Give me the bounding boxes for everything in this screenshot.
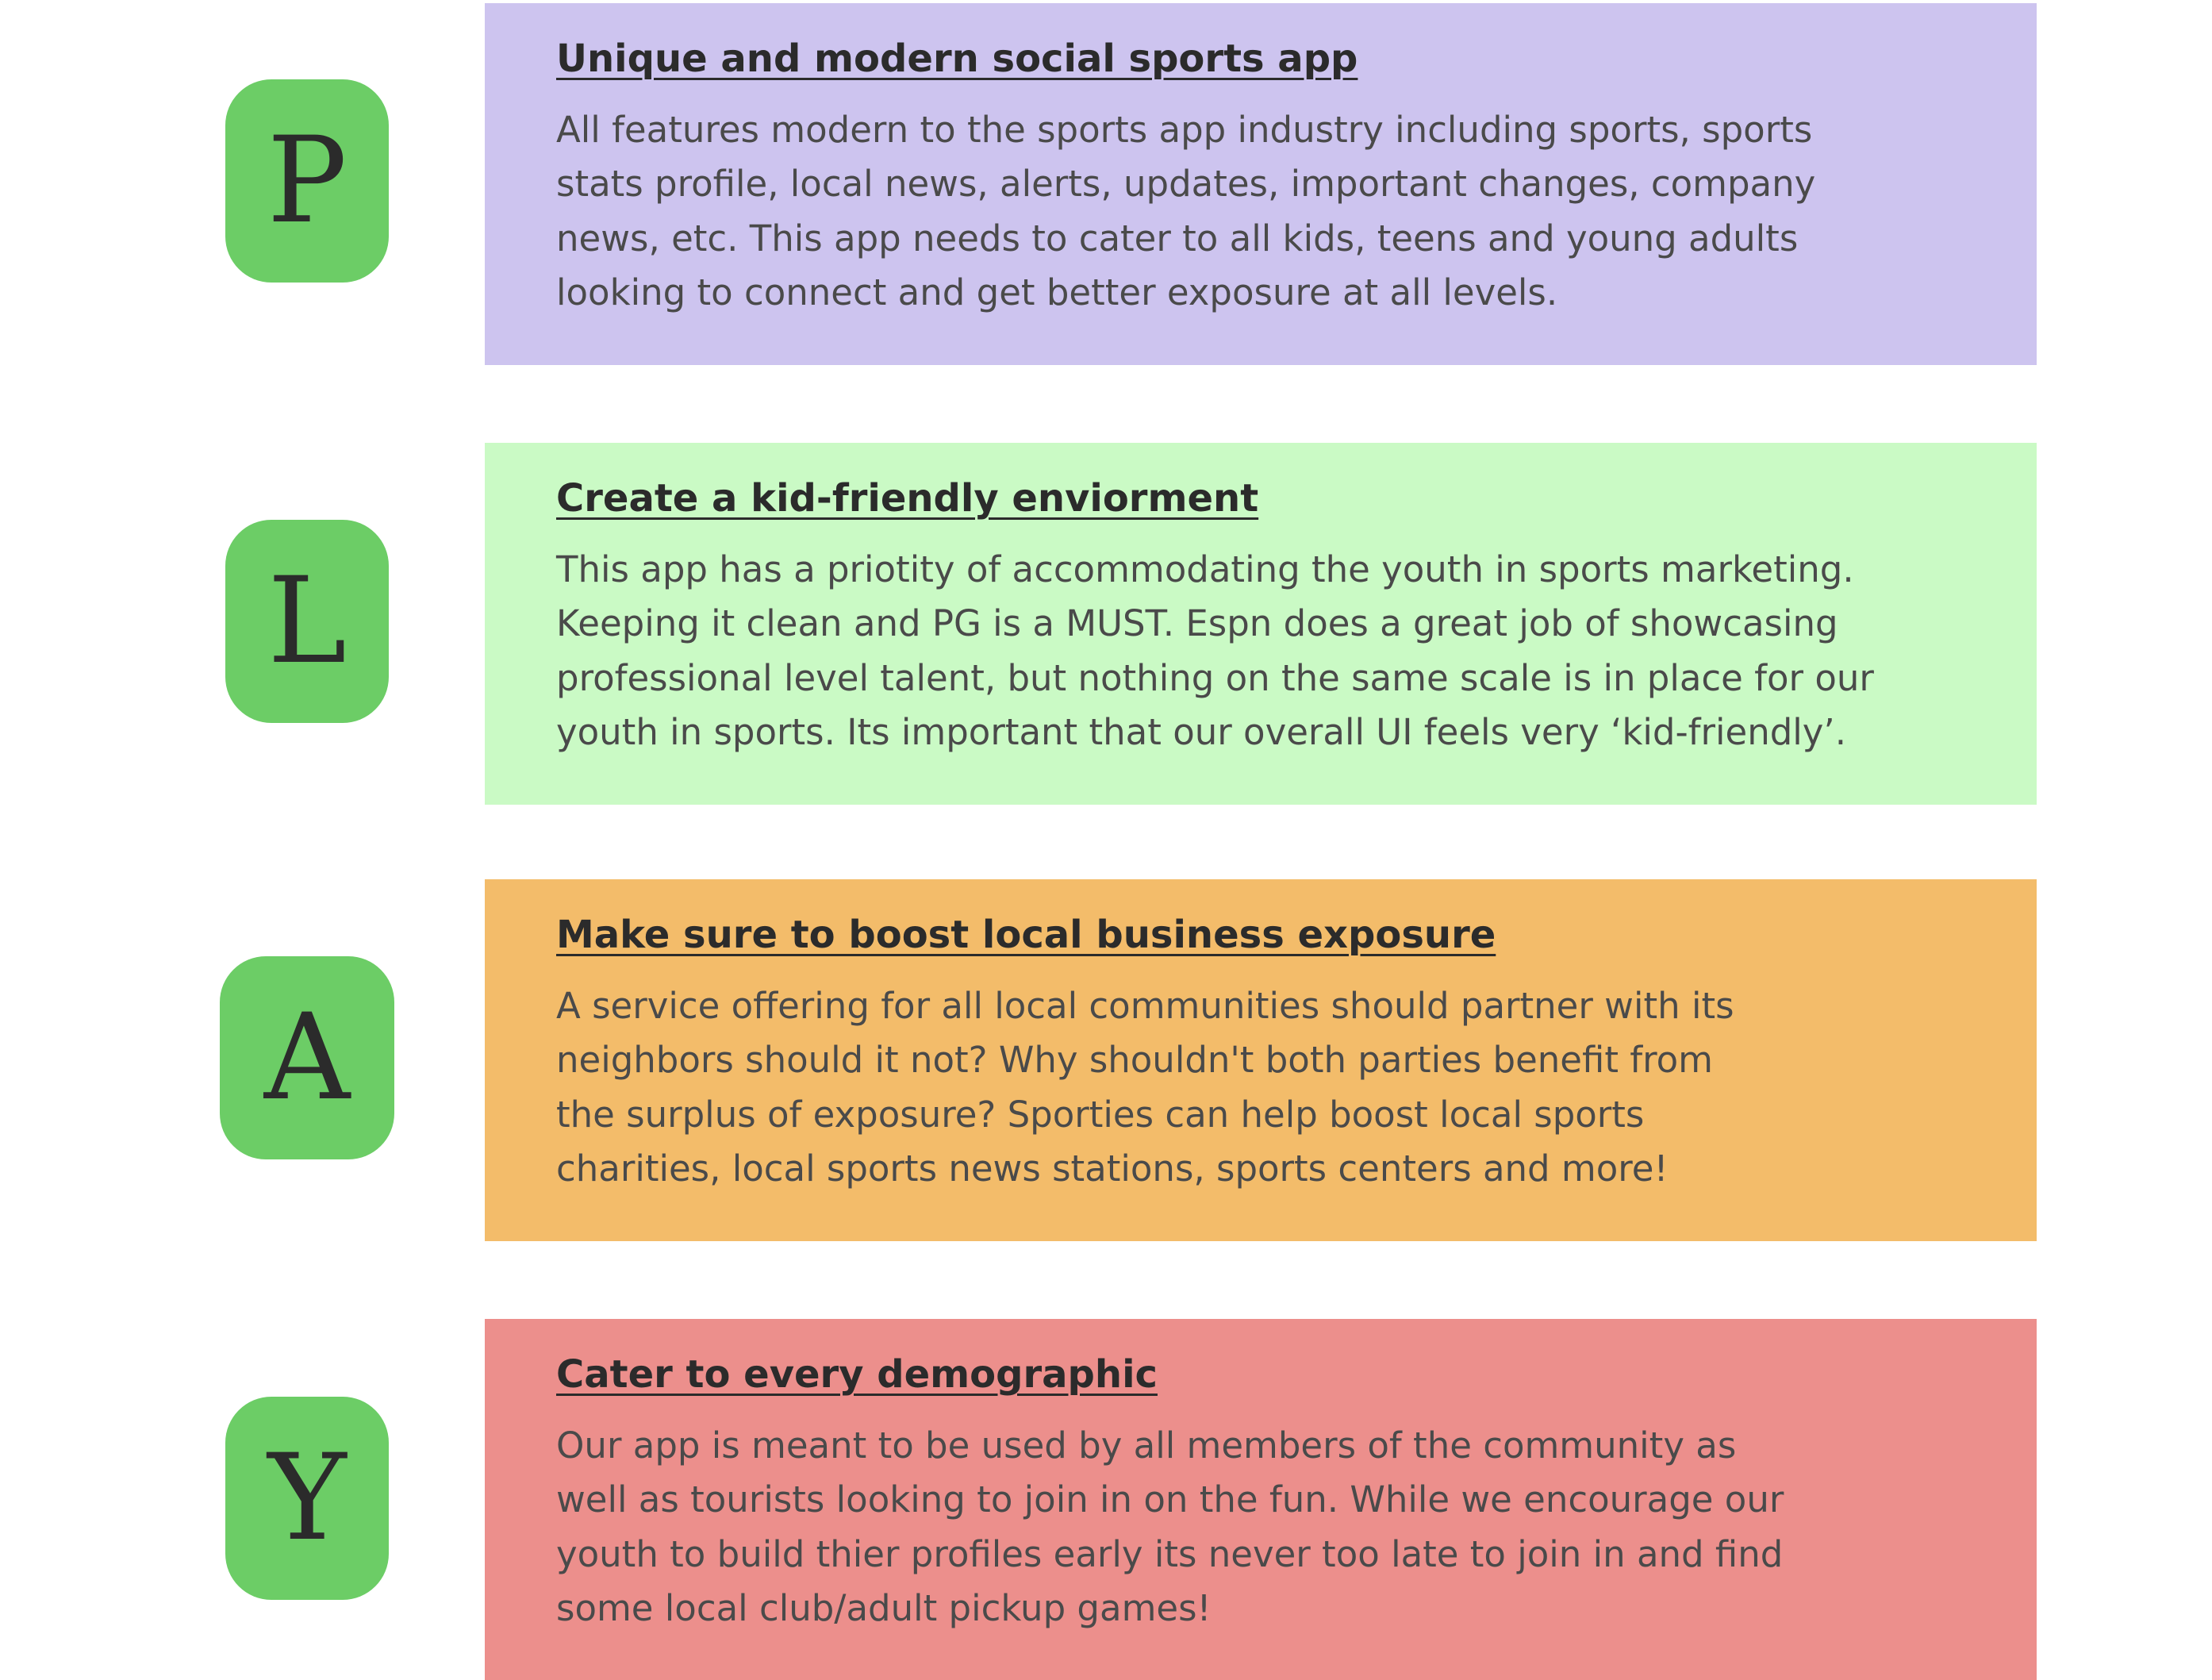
badge-letter: L [267, 552, 347, 690]
card-title: Unique and modern social sports app [556, 37, 1358, 81]
card-body: This app has a priotity of accommodating the youth in sports marketing. Keeping it clean and PG is a MUST. Espn does a great job of showcasing professional level talent, but nothing on the same scale is in place for our youth in sports. Its important that our overall UI feels very ‘kid-friendly’. [556, 548, 1874, 754]
card-y [485, 1319, 2037, 1680]
letter-badge-y [225, 1397, 389, 1600]
card-title: Make sure to boost local business exposure [556, 913, 1496, 957]
badge-letter: A [263, 989, 351, 1127]
badge-letter: Y [267, 1429, 347, 1567]
card-body: Our app is meant to be used by all members of the community as well as tourists looking to join in on the fun. While we encourage our youth to build thier profiles early its never too late to join in and find some local club/adult pickup games! [556, 1424, 1784, 1630]
card-body: All features modern to the sports app industry including sports, sports stats profile, local news, alerts, updates, important changes, company news, etc. This app needs to cater to all kids, teens and young adults looking to connect and get better exposure at all levels. [556, 108, 1816, 314]
card-a [485, 879, 2037, 1241]
card-title: Cater to every demographic [556, 1352, 1158, 1397]
letter-badge-a [220, 956, 394, 1159]
letter-badge-l [225, 520, 389, 723]
card-p [485, 3, 2037, 365]
letter-badge-p [225, 79, 389, 283]
badge-letter: P [267, 112, 348, 250]
card-body: A service offering for all local communities should partner with its neighbors should it not? Why shouldn't both parties benefit from the surplus of exposure? Sporties can help boost local sports charities, local sports news stations, sports centers and more! [556, 984, 1734, 1190]
card-title: Create a kid-friendly enviorment [556, 476, 1259, 521]
card-l [485, 443, 2037, 805]
